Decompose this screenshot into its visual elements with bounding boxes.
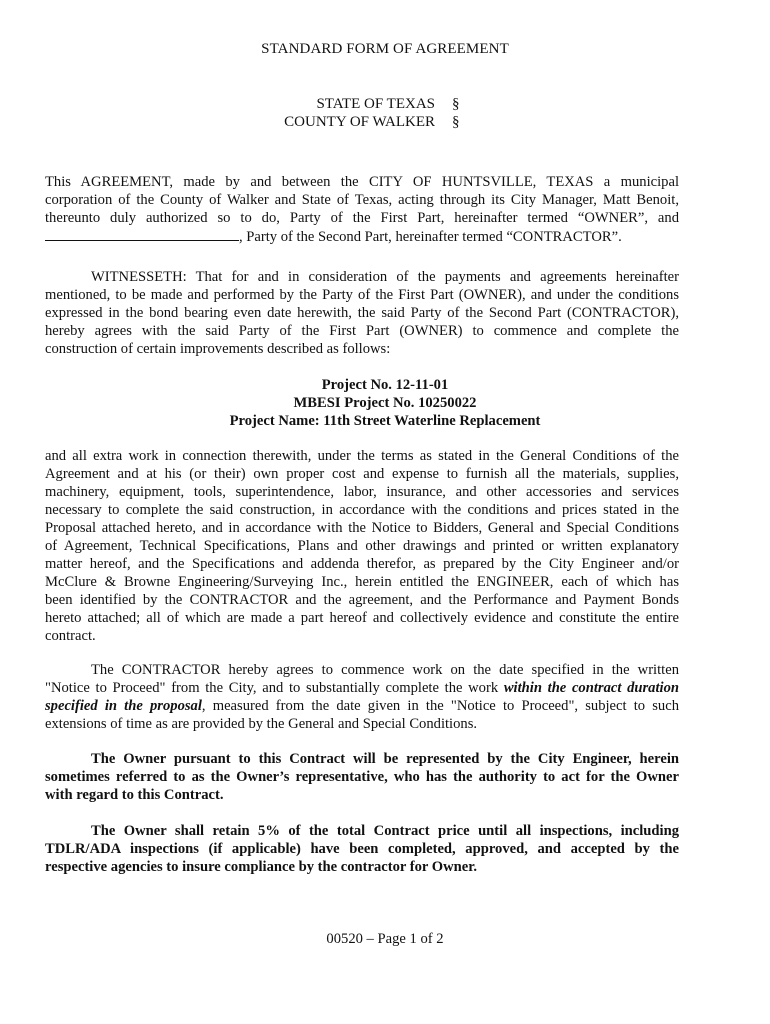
paragraph-line: mentioned, to be made and performed by the Party of the First Part (OWNER), and under the conditions [45,287,679,303]
paragraph-line: hereto attached; all of which are made a part hereof and collectively evidence and constitute the entire [45,610,679,626]
project-heading [0,376,770,430]
paragraph-line: and all extra work in connection therewith, under the terms as stated in the General Conditions of the [45,448,679,464]
paragraph-line: McClure & Browne Engineering/Surveying Inc., herein entitled the ENGINEER, each of which has [45,574,679,590]
project-name: Project Name: 11th Street Waterline Replacement [229,413,541,429]
project-number: Project No. 12-11-01 [321,377,449,393]
commencement-paragraph [45,661,679,733]
paragraph-line [45,697,679,715]
venue-state-label: STATE OF TEXAS [316,96,435,112]
paragraph-line: machinery, equipment, tools, superintendence, labor, insurance, and other accessories and services [45,484,679,500]
paragraph-line: The Owner pursuant to this Contract will be represented by the City Engineer, herein [91,751,679,767]
paragraph-line: The Owner shall retain 5% of the total Contract price until all inspections, including [91,823,679,839]
paragraph-line-text: , measured from the date given in the "Notice to Proceed", subject to such [201,698,680,714]
agreement-paragraph [45,173,679,246]
paragraph-line: been identified by the CONTRACTOR and the agreement, and the Performance and Payment Bonds [45,592,679,608]
mbesi-project-number: MBESI Project No. 10250022 [293,395,477,411]
paragraph-line: thereunto duly authorized so to do, Party of the First Part, hereinafter termed “OWNER”, and [45,210,679,226]
paragraph-line: construction of certain improvements described as follows: [45,341,391,357]
paragraph-line: contract. [45,628,96,644]
paragraph-line: This AGREEMENT, made by and between the CITY OF HUNTSVILLE, TEXAS a municipal [45,174,679,190]
paragraph-line: sometimes referred to as the Owner’s representative, who has the authority to act for the Owner [45,769,679,785]
paragraph-line: matter hereof, and the Specifications and addenda therefor, as prepared by the City Engineer and/or [45,556,679,572]
scope-paragraph [45,447,679,645]
section-symbol: § [452,114,460,130]
page-footer: 00520 – Page 1 of 2 [326,931,444,947]
paragraph-line-text: "Notice to Proceed" from the City, and to substantially complete the work [45,680,504,696]
paragraph-line: Proposal attached hereto, and in accordance with the Notice to Bidders, General and Special Conditions [45,520,679,536]
paragraph-line: WITNESSETH: That for and in consideration of the payments and agreements hereinafter [91,269,679,285]
paragraph-line: Agreement and at his (or their) own proper cost and expense to furnish all the materials, supplies, [45,466,679,482]
retainage-paragraph [45,822,679,876]
paragraph-line: respective agencies to insure compliance by the contractor for Owner. [45,859,478,875]
venue-line-county [280,113,480,131]
paragraph-line: with regard to this Contract. [45,787,224,803]
paragraph-line: of Agreement, Technical Specifications, Plans and other drawings and printed or written explanatory [45,538,679,554]
witnesseth-paragraph [45,268,679,358]
emphasized-text: specified in the proposal [45,698,202,714]
section-symbol: § [452,96,460,112]
paragraph-line: hereby agrees with the said Party of the First Part (OWNER) to commence and complete the [45,323,679,339]
venue-line-state [280,95,480,113]
venue-block [280,95,480,131]
paragraph-line: corporation of the County of Walker and State of Texas, acting through its City Manager, Matt Benoit, [45,192,679,208]
emphasized-text: within the contract duration [503,680,679,696]
owner-representative-paragraph [45,750,679,804]
paragraph-line: necessary to complete the said construction, in accordance with the conditions and prices stated in the [45,502,679,518]
contractor-name-blank [45,227,239,241]
paragraph-line: extensions of time as are provided by the General and Special Conditions. [45,716,478,732]
paragraph-line: The CONTRACTOR hereby agrees to commence work on the date specified in the written [91,662,679,678]
paragraph-line [45,227,679,246]
paragraph-line: expressed in the bond bearing even date herewith, the said Party of the Second Part (CONTRACTOR), [45,305,679,321]
paragraph-line [45,679,679,697]
paragraph-line-text: , Party of the Second Part, hereinafter termed “CONTRACTOR”. [239,229,622,245]
paragraph-line: TDLR/ADA inspections (if applicable) have been completed, approved, and accepted by the [45,841,679,857]
venue-county-label: COUNTY OF WALKER [284,114,435,130]
document-title: STANDARD FORM OF AGREEMENT [261,41,509,57]
